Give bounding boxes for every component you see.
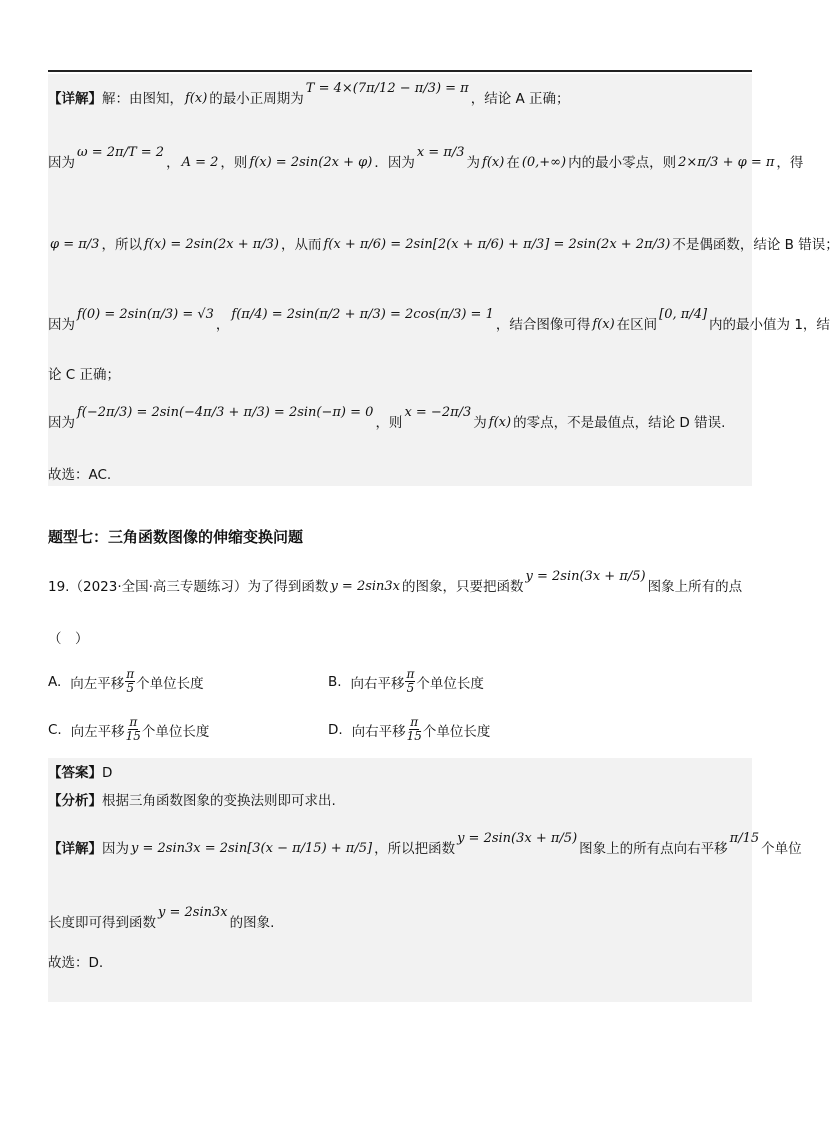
question-stem: 19. （2023·全国·高三专题练习） 为了得到函数 y = 2sin3x 的图象，只要把函数 y = 2sin(3x + π/5) 图象上所有的点 (48, 576, 752, 598)
solution-line-1: 【详解】 解：由图知， f(x) 的最小正周期为 T = 4×(7π/12 − π/3) = π ，结论 A 正确； (48, 88, 752, 110)
solution-line-4: 因为 f(0) = 2sin(π/3) = √3 ， f(π/4) = 2sin(π/2 + π/3) = 2cos(π/3) = 1 ，结合图像可得 f(x) 在区间 [0, π/4] 内的最小值为 1，结 (48, 307, 830, 333)
solution-line-7: 故选：AC. (48, 467, 112, 483)
answer-blank: （ ） (48, 631, 89, 647)
solution-line-2: 因为 ω = 2π/T = 2 ， A = 2 ，则 f(x) = 2sin(2x + φ) ．因为 x = π/3 为 f(x) 在 (0,+∞) 内的最小零点，则 2×π/3 + φ = π ，得 (48, 145, 804, 171)
option-b-fraction: $\frac{\pi}{5}$ (406, 667, 415, 695)
top-rule (48, 70, 752, 72)
analysis-tag: 【分析】 (48, 793, 102, 809)
detail-tag-2: 【详解】 (48, 841, 102, 857)
option-c-fraction: $\frac{\pi}{15}$ (125, 715, 141, 743)
option-d-fraction: $\frac{\pi}{15}$ (406, 715, 422, 743)
option-a[interactable]: A. 向左平移 $\frac{\pi}{5}$ 个单位长度 (48, 667, 204, 695)
option-c[interactable]: C. 向左平移 $\frac{\pi}{15}$ 个单位长度 (48, 715, 210, 743)
option-b[interactable]: B. 向右平移 $\frac{\pi}{5}$ 个单位长度 (328, 667, 484, 695)
answer-tag: 【答案】 (48, 765, 102, 781)
answer-value: D (102, 765, 113, 781)
option-d[interactable]: D. 向右平移 $\frac{\pi}{15}$ 个单位长度 (328, 715, 491, 743)
conclusion-line: 故选：D. (48, 955, 104, 971)
analysis-line: 【分析】 根据三角函数图象的变换法则即可求出. (48, 790, 752, 812)
solution-line-3: φ = π/3 ，所以 f(x) = 2sin(2x + π/3) ，从而 f(x + π/6) = 2sin[2(x + π/6) + π/3] = 2sin(2x + 2π/3) 不是偶函数，结论 B 错误； (50, 237, 839, 253)
period-formula: T = 4×(7π/12 − π/3) = π (305, 81, 469, 96)
section-heading: 题型七：三角函数图像的伸缩变换问题 (48, 528, 304, 546)
detail-line-2: 长度即可得到函数 y = 2sin3x 的图象. (48, 905, 275, 931)
option-a-fraction: $\frac{\pi}{5}$ (126, 667, 135, 695)
detail-line-1: 【详解】 因为 y = 2sin3x = 2sin[3(x − π/15) + π/5] ，所以把函数 y = 2sin(3x + π/5) 图象上的所有点向右平移 π/15 个单位 (48, 838, 752, 860)
question-source: （2023·全国·高三专题练习） (69, 579, 248, 595)
solution-line-6: 因为 f(−2π/3) = 2sin(−4π/3 + π/3) = 2sin(−π) = 0 ，则 x = −2π/3 为 f(x) 的零点，不是最值点，结论 D 错误. (48, 405, 726, 431)
answer-line (48, 762, 752, 784)
solution-line-5: 论 C 正确； (48, 367, 121, 383)
detail-tag: 【详解】 (48, 91, 102, 107)
question-number: 19. (48, 579, 70, 595)
